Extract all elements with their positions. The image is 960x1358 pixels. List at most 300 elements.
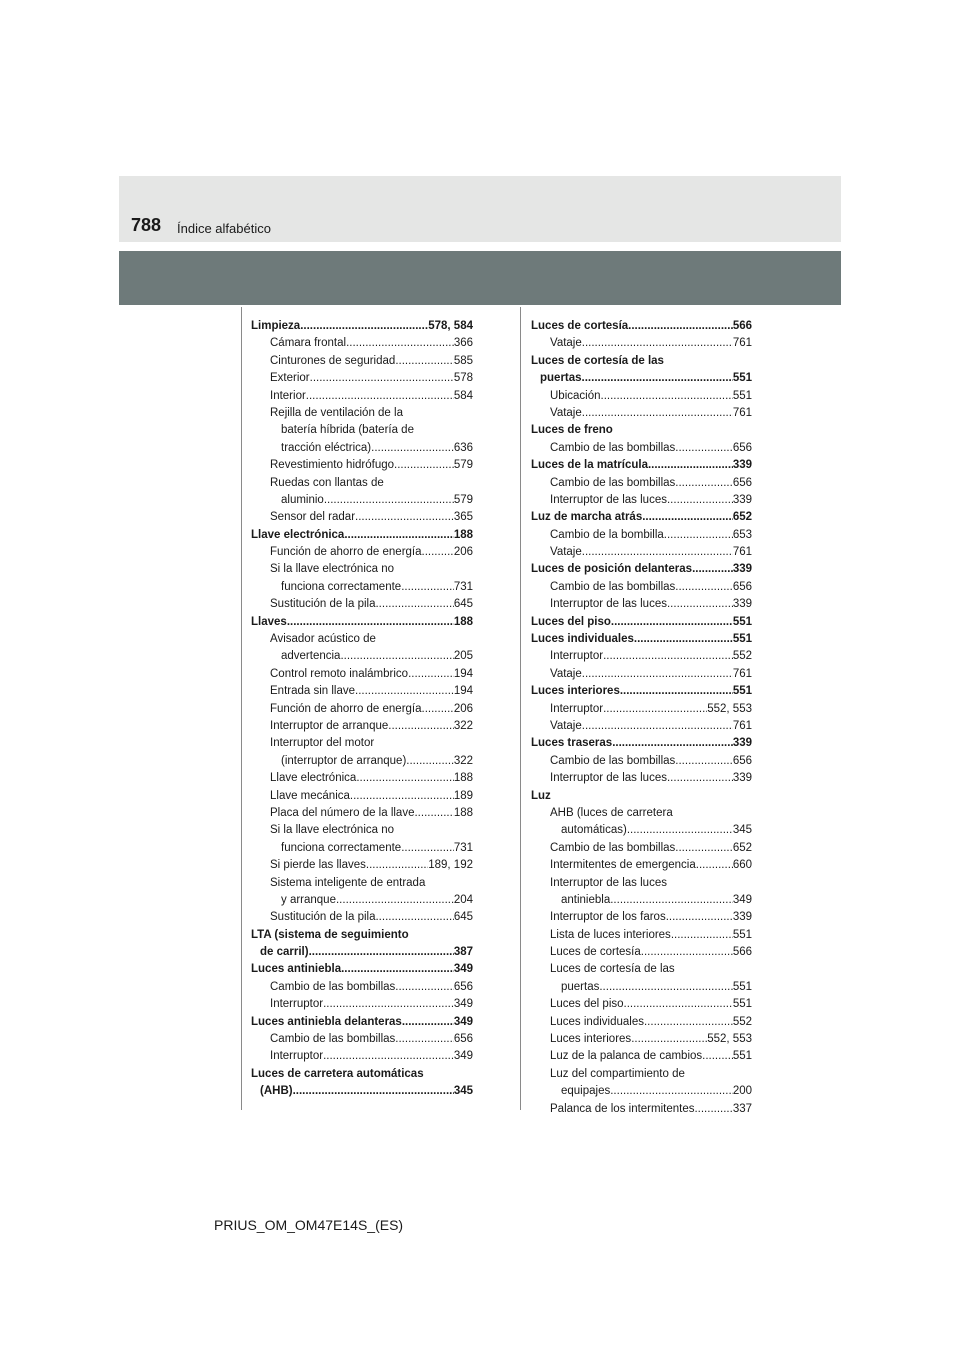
dot-leader [582,544,733,561]
dot-leader [582,335,733,352]
index-entry [531,666,752,683]
index-entry [251,353,473,370]
index-entry-page: 761 [732,719,752,732]
index-entry-text: Luces de freno [531,424,613,437]
index-entry-text: Interruptor del motor [270,737,375,750]
index-entry-page: 189 [453,789,473,802]
index-entry-page: 339 [732,493,752,506]
index-entry-text: Luces individuales [531,633,634,646]
dot-leader [406,753,454,770]
index-entry [251,996,473,1013]
dot-leader [675,440,733,457]
index-entry [531,561,752,578]
dot-leader [371,440,454,457]
dot-leader [306,388,454,405]
index-entry [531,492,752,509]
index-entry-page: 552, 553 [707,702,752,715]
index-entry [251,457,473,474]
index-entry-page: 349 [453,998,473,1011]
index-entry-text: Llaves [251,615,287,628]
dot-leader [395,353,454,370]
index-entry-page: 349 [453,963,473,976]
index-entry [531,648,752,665]
index-entry-text: Luz del compartimiento de [550,1067,685,1080]
index-entry-text: Vataje [550,667,582,680]
index-entry-page: 731 [453,841,473,854]
index-entry [251,561,473,578]
index-entry-text: Revestimiento hidrófugo [270,459,395,472]
index-entry-page: 645 [453,911,473,924]
index-entry [251,979,473,996]
index-entry [531,840,752,857]
dot-leader [323,996,454,1013]
index-entry-text: Luz [531,789,551,802]
index-entry-text: Luz de marcha atrás [531,511,643,524]
dot-leader [287,614,454,631]
index-entry-text: Cámara frontal [270,337,347,350]
index-entry-page: 339 [732,737,752,750]
index-entry-text: Luces de cortesía [550,946,641,959]
index-entry [531,979,752,996]
index-entry-text: Control remoto inalámbrico [270,667,409,680]
dot-leader [408,666,454,683]
index-entry-text: Luces antiniebla delanteras [251,1015,402,1028]
dot-leader [375,596,453,613]
index-entry-page: 322 [453,754,473,767]
index-entry-page: 579 [453,459,473,472]
index-entry-text: Cambio de las bombillas [270,1033,396,1046]
index-entry [531,718,752,735]
index-entry-page: 204 [453,893,473,906]
index-entry-text: antiniebla [561,893,611,906]
index-entry-page: 188 [453,528,473,541]
dot-leader [675,475,733,492]
dot-leader [666,909,733,926]
index-entry-text: Luces interiores [550,1033,632,1046]
dot-leader [394,457,454,474]
index-entry-page: 339 [732,911,752,924]
page-number: 788 [131,215,162,235]
index-entry [531,370,752,387]
index-entry-text: Cambio de la bombilla [550,528,664,541]
index-entry [531,909,752,926]
index-entry [251,857,473,874]
index-entry [251,509,473,526]
index-entry-page: 656 [732,441,752,454]
index-entry [251,544,473,561]
index-entry-page: 578, 584 [428,320,473,332]
dot-leader [422,544,454,561]
index-entry [251,631,473,648]
index-entry-text: Función de ahorro de energía [270,546,422,559]
dot-leader [671,927,733,944]
dot-leader [355,683,454,700]
index-entry-page: 761 [732,667,752,680]
index-entry-text: Luces de cortesía de las [531,354,664,367]
index-entry-page: 584 [453,389,473,402]
index-column-right [531,318,752,1118]
index-entry-text: puertas [540,372,582,385]
index-entry [531,961,752,978]
index-entry-text: Luces del piso [531,615,611,628]
dot-leader [692,561,733,578]
index-entry-text: Función de ahorro de energía [270,702,422,715]
dot-leader [582,370,733,387]
index-entry-page: 761 [732,406,752,419]
index-entry-page: 645 [453,598,473,611]
index-entry-text: Si pierde las llaves [270,859,366,872]
index-entry [531,457,752,474]
index-entry-page: 551 [732,372,752,385]
dot-leader [648,457,733,474]
index-entry-text: y arranque [281,893,336,906]
index-entry-page: 653 [732,528,752,541]
index-entry [251,614,473,631]
dot-leader [356,770,454,787]
index-entry-page: 552, 553 [707,1033,752,1046]
index-entry-page: 579 [453,493,473,506]
index-entry-page: 551 [732,1050,752,1063]
index-entry-text: Luces interiores [531,685,620,698]
index-entry [251,753,473,770]
document-code: PRIUS_OM_OM47E14S_(ES) [214,1217,404,1233]
index-entry [531,892,752,909]
index-entry-text: tracción eléctrica) [281,441,372,454]
dot-leader [601,388,733,405]
index-entry [251,1014,473,1031]
index-entry [251,335,473,352]
index-entry-text: batería híbrida (batería de [281,424,414,437]
index-entry [531,544,752,561]
index-entry-text: Cambio de las bombillas [550,754,676,767]
dot-leader [612,735,733,752]
index-entry [531,1014,752,1031]
index-entry [251,927,473,944]
index-entry-page: 365 [453,511,473,524]
index-entry [251,735,473,752]
index-entry-page: 194 [453,685,473,698]
index-entry [531,805,752,822]
index-entry [531,701,752,718]
section-banner [119,251,841,305]
index-entry-page: 585 [453,354,473,367]
dot-leader [340,648,453,665]
index-entry-text: Exterior [270,372,310,385]
dot-leader [610,1083,733,1100]
dot-leader [620,683,733,700]
index-entry-page: 337 [732,1102,752,1115]
index-entry [531,770,752,787]
index-entry-page: 656 [453,980,473,993]
index-entry-text: Avisador acústico de [270,633,376,646]
index-entry-text: AHB (luces de carretera [550,806,673,819]
index-entry [251,492,473,509]
index-entry-text: LTA (sistema de seguimiento [251,928,409,941]
index-entry-page: 656 [732,580,752,593]
index-column-left [251,318,473,1101]
index-entry [531,683,752,700]
index-entry-page: 194 [453,667,473,680]
index-entry-text: Sustitución de la pila [270,911,376,924]
index-entry-page: 761 [732,546,752,559]
index-entry-page: 636 [453,441,473,454]
index-entry-page: 652 [732,841,752,854]
index-entry-page: 731 [453,580,473,593]
index-entry-page: 339 [732,772,752,785]
dot-leader [300,318,428,335]
index-entry [251,701,473,718]
index-entry-text: Rejilla de ventilación de la [270,406,403,419]
index-entry-text: Interruptor [550,650,604,663]
index-entry-page: 188 [453,772,473,785]
dot-leader [627,822,733,839]
index-entry [251,788,473,805]
index-entry [531,579,752,596]
dot-leader [344,527,453,544]
index-entry-text: Cambio de las bombillas [550,476,676,489]
index-entry-page: 345 [453,1085,473,1098]
index-entry [531,927,752,944]
page-title: Índice alfabético [177,221,271,236]
index-entry-page: 551 [732,615,752,628]
index-entry-page: 551 [732,998,752,1011]
index-entry-page: 552 [732,650,752,663]
index-entry [531,388,752,405]
dot-leader [401,579,454,596]
index-entry [251,370,473,387]
index-entry-page: 205 [453,650,473,663]
index-entry [531,527,752,544]
index-entry [251,388,473,405]
dot-leader [667,492,733,509]
index-entry-text: Interruptor de las luces [550,598,667,611]
index-entry-page: 322 [453,719,473,732]
dot-leader [388,718,454,735]
dot-leader [675,753,733,770]
index-entry-text: Interruptor [270,1050,324,1063]
index-entry [531,1048,752,1065]
index-entry-text: Vataje [550,546,582,559]
index-entry-page: 349 [732,893,752,906]
index-entry [531,753,752,770]
center-column-rule [520,307,521,1110]
index-entry-text: Luces traseras [531,737,613,750]
index-entry [531,788,752,805]
index-entry [531,509,752,526]
dot-leader [582,718,733,735]
index-entry-text: Vataje [550,337,582,350]
dot-leader [366,857,428,874]
index-entry [531,318,752,335]
index-entry [251,770,473,787]
index-entry-text: Luces de cortesía [531,320,629,332]
index-entry [531,405,752,422]
index-entry-page: 551 [732,980,752,993]
index-entry-page: 566 [732,320,752,332]
index-entry-text: Interior [270,389,306,402]
index-entry [251,840,473,857]
index-entry-text: Interruptor de las luces [550,876,667,889]
dot-leader [641,944,733,961]
index-entry [251,683,473,700]
dot-leader [310,370,454,387]
index-entry-page: 387 [453,946,473,959]
index-entry-text: automáticas) [561,824,627,837]
index-entry [251,475,473,492]
index-entry-text: Placa del número de la llave [270,806,415,819]
index-entry-page: 339 [732,598,752,611]
index-entry [531,944,752,961]
index-entry [251,318,473,335]
dot-leader [642,509,733,526]
dot-leader [603,701,707,718]
index-entry-page: 551 [732,389,752,402]
index-entry-page: 656 [732,754,752,767]
index-entry [531,631,752,648]
index-entry [251,666,473,683]
index-entry [251,718,473,735]
index-entry-page: 552 [732,1015,752,1028]
dot-leader [309,944,454,961]
index-entry [531,440,752,457]
index-entry-page: 349 [453,1050,473,1063]
index-entry-page: 189, 192 [428,859,473,872]
index-entry-text: Cinturones de seguridad [270,354,396,367]
index-entry-text: Entrada sin llave [270,685,356,698]
index-entry [531,335,752,352]
index-entry-text: Interruptor de arranque [270,719,389,732]
index-entry [251,944,473,961]
index-entry-text: Intermitentes de emergencia [550,859,696,872]
dot-leader [675,840,733,857]
index-entry [531,1066,752,1083]
index-entry-page: 188 [453,806,473,819]
index-entry-text: Vataje [550,406,582,419]
index-entry-text: advertencia [281,650,341,663]
index-entry [251,422,473,439]
dot-leader [624,996,733,1013]
index-entry [531,735,752,752]
index-entry [531,1101,752,1118]
index-entry [531,857,752,874]
index-entry-text: Ubicación [550,389,601,402]
index-entry-page: 188 [453,615,473,628]
index-entry-text: Llave electrónica [270,772,357,785]
index-entry [251,892,473,909]
index-entry-page: 656 [732,476,752,489]
index-entry [531,875,752,892]
dot-leader [702,1048,733,1065]
index-entry-text: Luces de carretera automáticas [251,1067,424,1080]
dot-leader [350,788,454,805]
dot-leader [582,666,733,683]
index-entry-text: Cambio de las bombillas [550,580,676,593]
dot-leader [611,614,733,631]
index-entry [531,1031,752,1048]
index-entry-text: Luces antiniebla [251,963,342,976]
dot-leader [582,405,733,422]
index-entry-text: Si la llave electrónica no [270,563,395,576]
index-entry [531,822,752,839]
index-entry-text: funciona correctamente [281,841,402,854]
index-entry-text: Palanca de los intermitentes [550,1102,695,1115]
index-entry-page: 206 [453,546,473,559]
index-entry-text: de carril) [260,946,309,959]
index-entry-text: Luces del piso [550,998,624,1011]
index-entry-text: Interruptor de las luces [550,772,667,785]
index-entry-page: 551 [732,928,752,941]
index-entry [251,1048,473,1065]
index-entry [251,805,473,822]
index-entry-text: Cambio de las bombillas [550,441,676,454]
index-entry-page: 366 [453,337,473,350]
index-entry-text: Sustitución de la pila [270,598,376,611]
index-entry-page: 566 [732,946,752,959]
index-entry-text: Interruptor [550,702,604,715]
index-entry-page: 345 [732,824,752,837]
dot-leader [694,1101,732,1118]
index-entry-text: Luz de la palanca de cambios [550,1050,703,1063]
index-entry-page: 339 [732,563,752,576]
dot-leader [667,596,733,613]
dot-leader [401,840,454,857]
index-entry-text: puertas [561,980,600,993]
index-entry [251,1031,473,1048]
index-entry-text: Cambio de las bombillas [270,980,396,993]
dot-leader [402,1014,454,1031]
index-entry [251,909,473,926]
dot-leader [341,961,454,978]
index-entry-page: 200 [732,1085,752,1098]
index-entry [531,1083,752,1100]
index-entry-page: 551 [732,633,752,646]
index-entry-text: aluminio [281,493,324,506]
index-entry [251,579,473,596]
index-entry [251,596,473,613]
index-entry [251,875,473,892]
index-entry [251,648,473,665]
index-entry [251,440,473,457]
dot-leader [667,770,733,787]
index-entry-text: Llave electrónica [251,528,345,541]
index-entry-page: 578 [453,372,473,385]
index-entry-text: Limpieza [251,320,301,332]
left-column-rule [241,307,242,1110]
index-entry-text: Luces de posición delanteras [531,563,693,576]
index-entry-text: Ruedas con llantas de [270,476,384,489]
index-entry [251,1066,473,1083]
index-entry-page: 349 [453,1015,473,1028]
index-entry-text: Luces de cortesía de las [550,963,675,976]
index-entry [251,527,473,544]
index-entry [251,405,473,422]
index-entry [531,596,752,613]
index-entry-page: 339 [732,459,752,472]
index-entry-text: funciona correctamente [281,580,402,593]
index-entry-text: Interruptor de los faros [550,911,666,924]
index-entry-text: Cambio de las bombillas [550,841,676,854]
index-entry-text: Luces de la matrícula [531,459,648,472]
dot-leader [293,1083,454,1100]
index-entry [531,422,752,439]
dot-leader [422,701,454,718]
dot-leader [664,527,733,544]
dot-leader [628,318,733,335]
index-entry-text: Si la llave electrónica no [270,824,395,837]
index-entry-text: Interruptor [270,998,324,1011]
dot-leader [603,648,733,665]
index-entry [251,822,473,839]
